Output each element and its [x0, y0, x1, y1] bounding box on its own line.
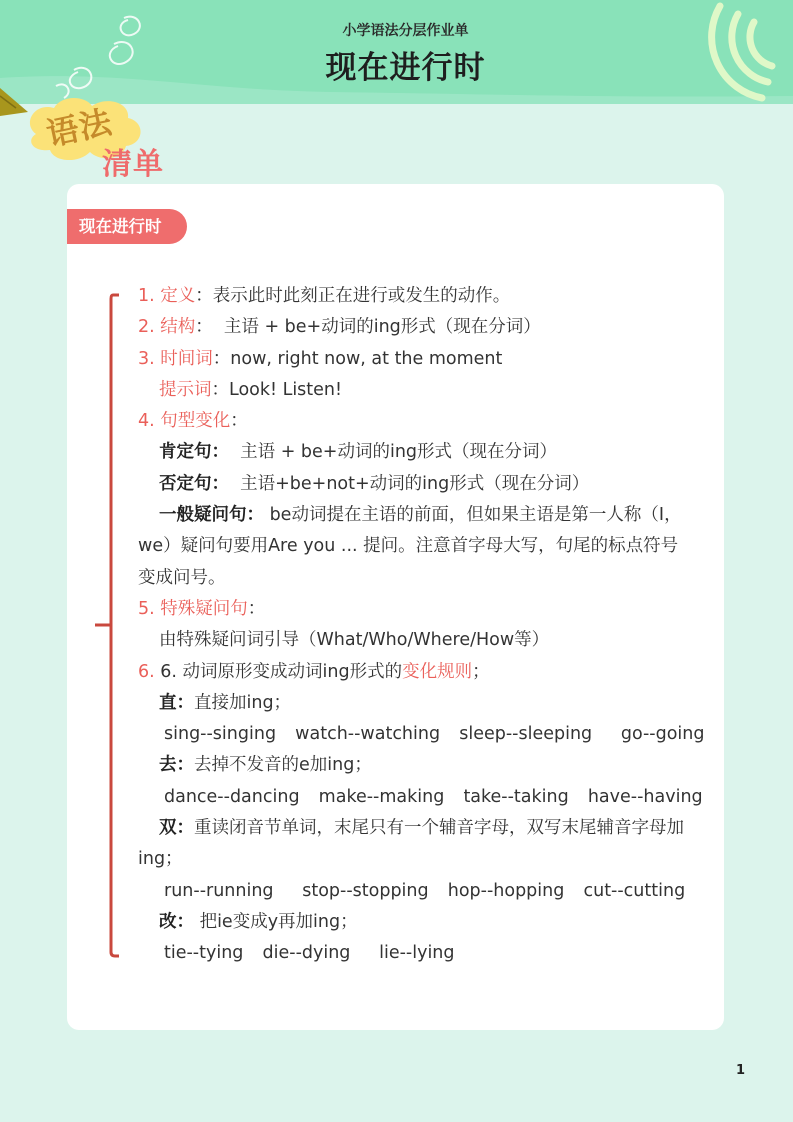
item-label: 2. 结构 — [138, 317, 196, 338]
rule-text: 重读闭音节单词，末尾只有一个辅音字母，双写末尾辅音字母加ing； — [138, 818, 684, 870]
item-text: now, right now, at the moment — [230, 348, 503, 369]
page-title: 现在进行时 — [325, 50, 486, 86]
item-sep: ： — [211, 379, 229, 400]
rule-label: 直： — [159, 692, 194, 713]
item-sep: ： — [195, 286, 213, 306]
sub-label: 肯定句： — [159, 442, 229, 463]
item-suffix: ； — [472, 661, 490, 682]
sub-text: 主语 + be+动词的ing形式（现在分词） — [229, 442, 558, 463]
rule-direct-examples: sing--singing watch--watching sleep--sleeping go--going — [164, 724, 705, 745]
rule-label: 双： — [159, 818, 194, 839]
sub-text: 主语+be+not+动词的ing形式（现在分词） — [229, 473, 590, 494]
item-label: 3. 时间词 — [138, 348, 213, 369]
rule-direct — [138, 688, 693, 719]
worksheet-subtitle: 小学语法分层作业单 — [342, 23, 469, 39]
item-text: 主语 + be+动词的ing形式（现在分词） — [212, 317, 541, 338]
item-highlight: 变化规则 — [402, 661, 473, 682]
badge-word-grammar: 语法 — [43, 102, 116, 154]
item-label: 4. 句型变化 — [138, 411, 231, 432]
item-wh-question — [138, 594, 693, 625]
rule-drop-e — [138, 750, 693, 781]
item-structure — [138, 312, 693, 343]
item-label: 1. 定义 — [138, 286, 196, 306]
item-hint-words — [138, 375, 693, 406]
item-definition — [138, 281, 693, 312]
item-sentence-patterns — [138, 406, 693, 437]
grammar-content — [138, 281, 705, 970]
bracket-icon — [93, 292, 123, 962]
item-text: 表示此时此刻正在进行或发生的动作。 — [212, 286, 511, 306]
section-tag: 现在进行时 — [67, 209, 187, 244]
sub-text: be动词提在主语的前面，但如果主语是第一人称（I，we）疑问句要用Are you ... 提问。注意首字母大写，句尾的标点符号变成问号。 — [138, 505, 682, 588]
wh-question-text: 由特殊疑问词引导（What/Who/Where/How等） — [159, 630, 550, 651]
rule-text: 直接加ing； — [194, 692, 292, 713]
item-text: Look! Listen! — [229, 379, 343, 400]
pennant-decoration-icon — [0, 86, 30, 120]
affirmative-sentence — [138, 437, 693, 468]
item-number: 6. — [138, 661, 161, 682]
sub-label: 否定句： — [159, 473, 229, 494]
item-label: 提示词 — [159, 379, 212, 400]
item-time-words — [138, 344, 693, 375]
rule-label: 去： — [159, 755, 194, 776]
rule-drop-e-examples: dance--dancing make--making take--taking have--having — [164, 786, 703, 807]
rule-label: 改： — [159, 911, 194, 932]
header-banner — [0, 0, 793, 104]
rule-double-examples: run--running stop--stopping hop--hopping cut--cutting — [164, 880, 686, 901]
badge-word-list: 清单 — [102, 147, 164, 182]
item-sep: ： — [212, 348, 231, 369]
item-sep: ： — [247, 598, 266, 619]
sub-label: 一般疑问句： — [159, 505, 264, 526]
page-number: 1 — [736, 1063, 746, 1078]
rule-text: 把ie变成y再加ing； — [194, 911, 358, 932]
negative-sentence — [138, 469, 693, 500]
item-label: 5. 特殊疑问句 — [138, 598, 248, 619]
item-sep: ： — [195, 317, 213, 338]
item-sep: ： — [230, 411, 248, 432]
rule-change-examples: tie--tying die--dying lie--lying — [164, 943, 455, 964]
yes-no-question — [138, 500, 693, 594]
rule-change — [138, 907, 693, 938]
rule-double — [138, 813, 693, 876]
item-text: 6. 动词原形变成动词ing形式的 — [160, 661, 403, 682]
item-ing-rules — [138, 657, 693, 688]
rule-text: 去掉不发音的e加ing； — [194, 755, 372, 776]
